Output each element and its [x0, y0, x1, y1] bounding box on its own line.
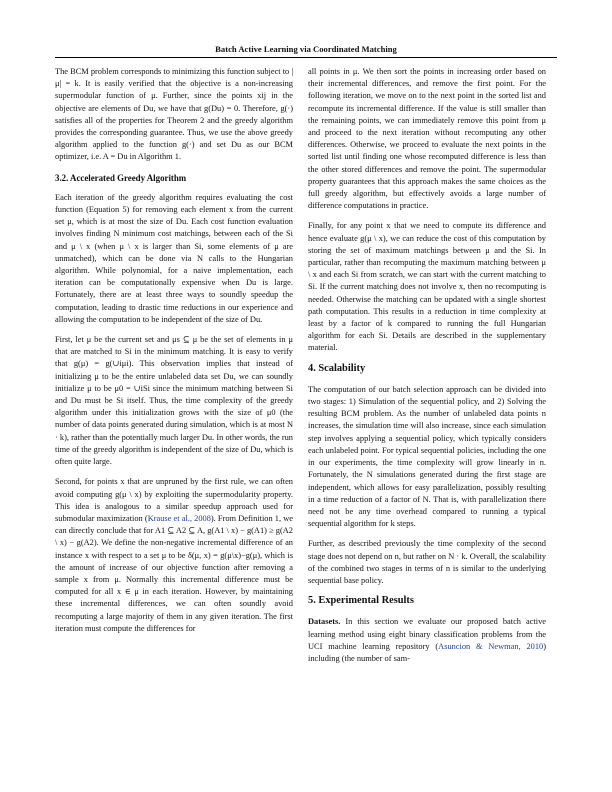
- running-header: Batch Active Learning via Coordinated Matching: [215, 44, 397, 54]
- paragraph-scalability-summary: Further, as described previously the time complexity of the second stage does not depend on n, but rather on N · k. Overall, the scalability of the combined two stages in terms of n is similar to the underlying sequential base policy.: [308, 539, 546, 585]
- paragraph-scalability-stages: The computation of our batch selection approach can be divided into two stages: 1) Simulation of the sequential policy, and 2) Solving the resulting BCM problem. As the number of unlabeled data points n increases, the simulation time will also increase, since each simulation step involves applying a sequential policy, which typically considers each unlabeled point. For typical sequential policies, including the one in our experiments, the time complexity will grow linearly in n. Fortunately, the N simulations generated during the first stage are independent, which allows for easy parallelization, possibly resulting in a time reduction of a factor of N. That is, with parallelization there need not be any time overhead compared to running a typical sequential algorithm for k steps.: [308, 384, 546, 529]
- paragraph-third-speedup: Finally, for any point x that we need to compute its difference and hence evaluate g(μ \ x), we can reduce the cost of this computation by storing the set of maximum matchings between μ and the Si. In particular, rather than recomputing the maximum matching between μ \ x and each Si from scratch, we can start with the current matching to Si. If the current matching does not involve x, then no recomputing is needed. Otherwise the matching can be updated with a single shortest path computation. This results in a reduction in time complexity at least by a factor of k compared to running the full Hungarian algorithm for each Si. Details are described in the supplementary material.: [308, 221, 546, 353]
- text-run: ) including (the number of sam-: [308, 641, 546, 663]
- paragraph-datasets: [308, 616, 546, 665]
- paragraph-sorted-differences: all points in μ. We then sort the points in increasing order based on their incremental differences, and remove the first point. For the following iteration, we move on to the next point in the sorted list and recompute its incremental difference. If the value is still smaller than the remaining points, we can immediately remove this point from μ and proceed to the next iteration without recomputing any other differences. Otherwise, we proceed to evaluate the next points in the sorted list until finding one whose recomputed difference is less than the other stored differences and remove the point. The supermodular property guarantees that this approach makes the same choices as the full greedy algorithm, but effectively avoids a large number of difference computations in practice.: [308, 67, 546, 211]
- paragraph-greedy-cost: Each iteration of the greedy algorithm requires evaluating the cost function (Equation 5) for removing each element x from the current set μ, which is at most the size of Du. Each cost function evaluation involves finding N minimum cost matchings, between each of the Si and μ \ x (when μ \ x is larger than Si, some elements of μ are unmatched), which can be done via N calls to the Hungarian algorithm. While polynomial, for a naive implementation, each iteration can be computationally expensive when Du is large. Fortunately, there are at least three ways to soundly speedup the computation, leading to drastic time reductions in our experience and allowing the computation to be independent of the size of Du.: [55, 192, 293, 324]
- datasets-run-in-label: Datasets.: [308, 617, 341, 627]
- header-rule: [55, 57, 557, 58]
- section-4-heading: 4. Scalability: [308, 362, 366, 374]
- citation-krause[interactable]: Krause et al., 2008: [147, 513, 211, 523]
- section-3-2-heading: 3.2. Accelerated Greedy Algorithm: [55, 172, 187, 183]
- text-run: In this section we evaluate our proposed batch active learning method using eight binary classification problems from the UCI machine learning repository (: [308, 617, 546, 651]
- paragraph-bcm-supermodular: The BCM problem corresponds to minimizing this function subject to |μ| = k. It is easily verified that the objective is a non-increasing supermodular function of μ. Further, since the points xij in the objective are elements of Du, we have that g(Du) = 0. Therefore, g(·) satisfies all of the properties for Theorem 2 and the greedy algorithm provides the corresponding guarantee. Thus, we use the above greedy algorithm applied to the function g(·) and set Du as our BCM optimizer, i.e. A = Du in Algorithm 1.: [55, 67, 294, 162]
- paragraph-first-speedup: First, let μ be the current set and μs ⊆ μ be the set of elements in μ that are matched to Si in the minimum matching. It is easy to verify that g(μ) = g(∪iμi). This observation implies that instead of initializing μ to be the entire unlabeled data set Du, we can soundly initialize μ to be μ0 = ∪iSi since the minimum matching between Si and Du must be Si itself. Thus, the time complexity of the greedy algorithm under this initialization grows with the size of μ0 (the number of data points generated during simulation, which is at most N · k), rather than the potentially much larger Du. In other words, the run time of the greedy algorithm is independent of the size of Du, which is often quite large.: [55, 335, 293, 467]
- section-5-heading: 5. Experimental Results: [308, 595, 414, 607]
- text-run: Second, for points x that are unpruned by the first rule, we can often avoid computing g(μ \ x) by exploiting the supermodularity property. This idea is analogous to a similar speedup approach used for submodular maximization (: [55, 477, 293, 523]
- paragraph-second-speedup: [55, 476, 293, 635]
- citation-asuncion[interactable]: Asuncion & Newman, 2010: [438, 641, 544, 651]
- text-run: ). From Definition 1, we can directly conclude that for A1 ⊆ A2 ⊆ A, g(A1 \ x) − g(A1) ≥ g(A2 \ x) − g(A2). We define the non-negative incremental difference of an instance x with respect to a set μ to be δ(μ, x) = g(μ\x)−g(μ), which is the amount of increase of our objective function after removing a sample x from μ. Normally this incremental difference must be computed for all x ∈ μ in each iteration. However, by maintaining these incremental differences, we can often soundly avoid recomputing a large majority of them in any given iteration. The first iteration must compute the differences for: [55, 513, 293, 633]
- left-column: [55, 66, 293, 643]
- right-column: [308, 66, 546, 673]
